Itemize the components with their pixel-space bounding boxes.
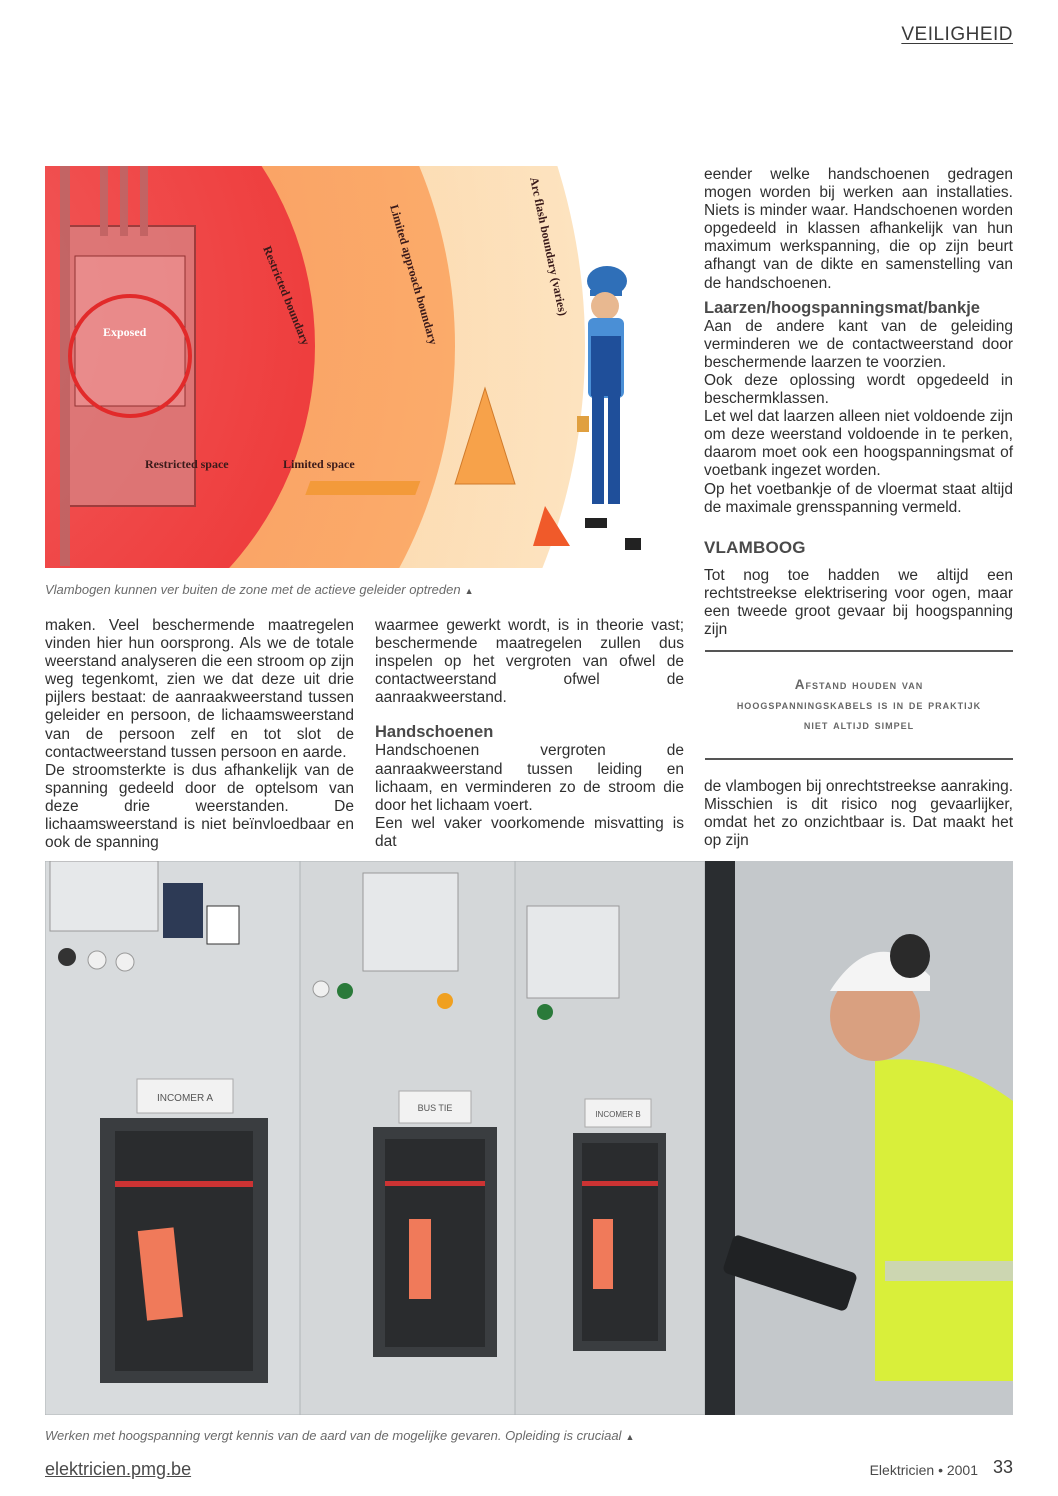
paragraph: Aan de andere kant van de geleiding verminderen we de contactweerstand door beschermende laarzen te voorzien.	[704, 317, 1013, 371]
panel-label: BUS TIE	[417, 1103, 453, 1113]
figure1-caption: Vlambogen kunnen ver buiten de zone met de actieve geleider optreden ▲	[45, 582, 474, 597]
page-number: 33	[992, 1457, 1013, 1477]
paragraph: Let wel dat laarzen alleen niet voldoende zijn om deze weerstand voldoende in te perken, daarom moet ook een hoogspanningsmat of voetbank ingezet worden.	[704, 408, 1013, 480]
breaker-a	[100, 1118, 268, 1383]
article-column-left	[45, 617, 354, 852]
pull-quote: Afstand houden van hoogspanningskabels is in de praktijk niet altijd simpel	[705, 650, 1013, 760]
heading-gloves: Handschoenen	[375, 723, 494, 742]
panel-label: INCOMER A	[156, 1093, 214, 1104]
article-column-middle	[375, 617, 684, 851]
paragraph: waarmee gewerkt wordt, is in theorie vast; beschermende maatregelen zullen dus inspelen op het vergroten van ofwel de contactweerstand ofwel de aanraakweerstand.	[375, 617, 684, 707]
paragraph: Ook deze oplossing wordt opgedeeld in beschermklassen.	[704, 371, 1013, 408]
panel-label: INCOMER B	[595, 1110, 641, 1119]
arc-boundary-label: Arc flash boundary (varies)	[527, 175, 571, 317]
paragraph: Op het voetbankje of de vloermat staat altijd de maximale grensspanning vermeld.	[704, 480, 1013, 516]
switchgear-scene	[45, 861, 1013, 1415]
footer-website-link[interactable]: elektricien.pmg.be	[45, 1459, 192, 1479]
restricted-boundary-label: Restricted boundary	[260, 243, 313, 348]
breaker-bus-tie	[373, 1127, 497, 1357]
paragraph: Tot nog toe hadden we altijd een rechtstreekse elektrisering voor ogen, maar een tweede groot gevaar bij hoogspanning zijn	[704, 566, 1013, 639]
switchgear-photo	[45, 861, 1013, 1415]
article-column-right	[704, 166, 1013, 639]
heading-arc: VLAMBOOG	[704, 537, 806, 557]
heading-boots: Laarzen/hoogspanningsmat/bankje	[704, 298, 980, 317]
section-label: VEILIGHEID	[901, 24, 1013, 45]
electrical-cabinet	[60, 166, 195, 566]
figure2-caption: Werken met hoogspanning vergt kennis van de aard van de mogelijke gevaren. Opleiding is cruciaal ▲	[45, 1428, 635, 1443]
boundary-diagram	[45, 166, 684, 568]
arc-flash-illustration	[45, 166, 684, 568]
triangle-up-icon: ▲	[625, 1432, 635, 1442]
footer-magazine: Elektricien • 2001	[869, 1462, 978, 1478]
limited-space-label: Limited space	[283, 457, 355, 471]
limited-boundary-label: Limited approach boundary	[387, 202, 441, 347]
paragraph: De stroomsterkte is dus afhankelijk van de spanning gedeeld door de optelsom van deze drie weerstanden. De lichaamsweerstand is niet beïnvloedbaar en ook de spanning	[45, 761, 354, 852]
article-column-right-continued	[704, 778, 1013, 850]
restricted-space-label: Restricted space	[145, 457, 229, 471]
triangle-up-icon: ▲	[464, 586, 474, 596]
paragraph: Een wel vaker voorkomende misvatting is dat	[375, 814, 684, 850]
paragraph: maken. Veel beschermende maatregelen vinden hier hun oorsprong. Als we de totale weerstand analyseren die een stroom op zijn weg tegenkomt, zien we dat deze uit drie pijlers bestaat: de aanraakweerstand tussen geleider en persoon, de lichaamsweerstand van de persoon zelf en tot slot de contactweerstand tussen persoon en aarde.	[45, 617, 354, 761]
paragraph: eender welke handschoenen gedragen mogen worden bij werken aan installaties. Niets is minder waar. Handschoenen worden opgedeeld in klassen afhankelijk van hun maximum werkspanning, die op zijn beurt afhangt van de dikte en samenstelling van de handschoenen.	[704, 166, 1013, 292]
exposed-label: Exposed	[103, 325, 147, 339]
breaker-b	[573, 1133, 666, 1351]
paragraph: Handschoenen vergroten de aanraakweerstand tussen leiding en lichaam, en verminderen zo de stroom die door het lichaam voert.	[375, 742, 684, 814]
paragraph: de vlambogen bij onrechtstreekse aanraking. Misschien is dit risico nog gevaarlijker, omdat het zo onzichtbaar is. Dat maakt het op zijn	[704, 778, 1013, 850]
